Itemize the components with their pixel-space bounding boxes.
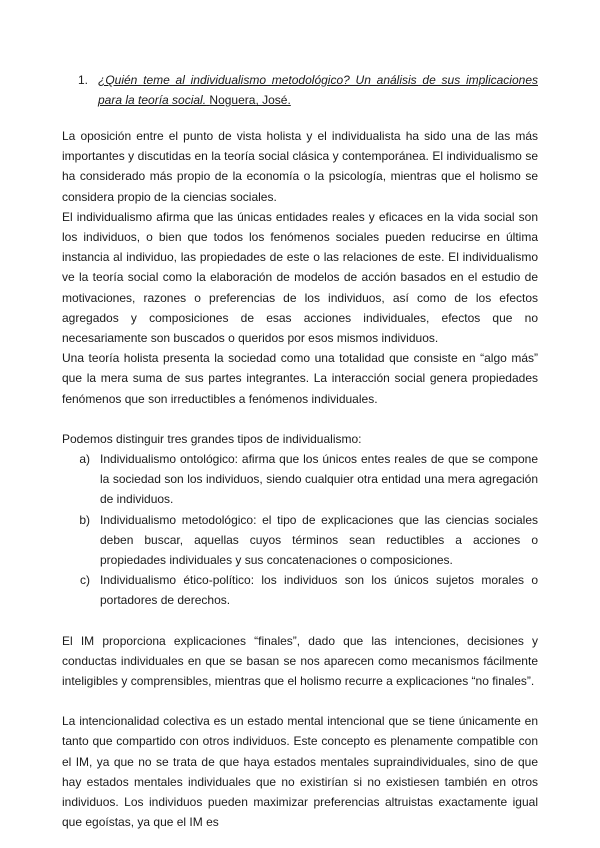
paragraph-collective-intentionality: La intencionalidad colectiva es un estado mental intencional que se tiene únicamente en tanto que compartido con otros individuos. Este concepto es plenamente compatible con el IM, ya que no se trata de que haya estados mentales supraindividuales, sino de que hay estados mentales individuales que no existirían si no existiesen también en otros individuos. Los individuos pueden maximizar preferencias altruistas exactamente igual que egoístas, ya que el IM es xyxy=(62,714,538,830)
heading-author: Noguera, José. xyxy=(209,93,291,108)
list-item-text: Individualismo ontológico: afirma que los únicos entes reales de que se compone la sociedad son los individuos, siendo cualquier otra entidad una mera agregación de individuos. xyxy=(100,452,538,507)
paragraph-intro: La oposición entre el punto de vista holista y el individualista ha sido una de las más importantes y discutidas en la teoría social clásica y contemporánea. El individualismo se ha considerado más propio de la economía o la psicología, mientras que el holismo se considera propio de la ciencias sociales. xyxy=(62,129,538,204)
heading-title xyxy=(98,70,538,110)
list-item xyxy=(62,449,538,510)
types-list xyxy=(62,449,538,611)
list-item-letter: b) xyxy=(79,512,90,527)
heading-number: 1. xyxy=(78,73,89,87)
list-item xyxy=(62,510,538,571)
paragraph-im-explanations: El IM proporciona explicaciones “finales”, dado que las intenciones, decisiones y conductas individuales en que se basan se nos aparecen como mecanismos fácilmente inteligibles y comprensibles, mientras que el holismo recurre a explicaciones “no finales”. xyxy=(62,633,538,689)
list-item-letter: c) xyxy=(80,573,90,588)
paragraph-types-intro: Podemos distinguir tres grandes tipos de individualismo: xyxy=(62,431,362,446)
section-heading xyxy=(78,70,538,110)
list-item-text: Individualismo metodológico: el tipo de explicaciones que las ciencias sociales deben buscar, aquellas cuyos términos sean reductibles a acciones o propiedades individuales y sus concatenaciones o composiciones. xyxy=(100,512,538,568)
list-item xyxy=(62,570,538,610)
list-item-text: Individualismo ético-político: los individuos son los únicos sujetos morales o portadores de derechos. xyxy=(100,573,538,608)
paragraph-individualism: El individualismo afirma que las únicas entidades reales y eficaces en la vida social son los individuos, o bien que todos los fenómenos sociales pueden reducirse en última instancia al individuo, las propiedades de este o las relaciones de este. El individualismo ve la teoría social como la elaboración de modelos de acción basados en el estudio de motivaciones, razones o preferencias de los individuos, así como de los efectos agregados y composiciones de esas acciones individuales, efectos que no necesariamente son buscados o queridos por esos mismos individuos. xyxy=(62,209,538,346)
heading-title-text: ¿Quién teme al individualismo metodológico? Un análisis de sus implicaciones para la teoría social. xyxy=(98,73,538,108)
document-body xyxy=(62,126,538,833)
paragraph-holism: Una teoría holista presenta la sociedad como una totalidad que consiste en “algo más” que la mera suma de sus partes integrantes. La interacción social genera propiedades fenómenos que son irreductibles a fenómenos individuales. xyxy=(62,351,538,406)
list-item-letter: a) xyxy=(79,452,90,467)
